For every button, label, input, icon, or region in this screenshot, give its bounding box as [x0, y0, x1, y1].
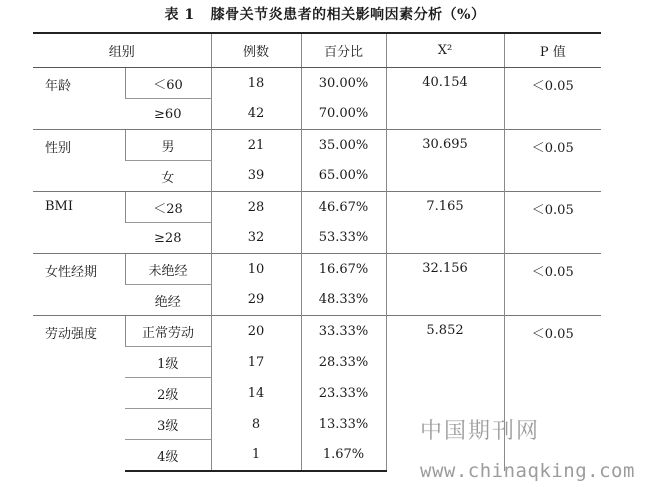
subgroup-cell: 未绝经 [125, 254, 211, 285]
table-number: 表 1 [164, 7, 195, 23]
subgroup-cell: 3级 [125, 409, 211, 440]
header-percent: 百分比 [301, 33, 386, 68]
count-cell: 32 [211, 223, 301, 254]
chi-square-cell: 40.154 [386, 68, 504, 130]
p-value-cell: ＜0.05 [504, 254, 601, 316]
count-cell: 39 [211, 161, 301, 192]
group-label: 女性经期 [33, 254, 125, 316]
table-row [33, 192, 601, 223]
subgroup-cell: 绝经 [125, 285, 211, 316]
percent-cell: 35.00% [301, 130, 386, 161]
p-value-cell: ＜0.05 [504, 68, 601, 130]
count-cell: 20 [211, 316, 301, 347]
p-value-cell: ＜0.05 [504, 130, 601, 192]
count-cell: 28 [211, 192, 301, 223]
percent-cell: 48.33% [301, 285, 386, 316]
table-row [33, 254, 601, 285]
table-row [33, 130, 601, 161]
subgroup-cell: 4级 [125, 440, 211, 472]
count-cell: 29 [211, 285, 301, 316]
subgroup-cell: 2级 [125, 378, 211, 409]
count-cell: 10 [211, 254, 301, 285]
subgroup-cell: 女 [125, 161, 211, 192]
group-label: 年龄 [33, 68, 125, 130]
count-cell: 8 [211, 409, 301, 440]
subgroup-cell: ＜60 [125, 68, 211, 99]
table-caption [0, 4, 650, 24]
table-row [33, 68, 601, 99]
subgroup-cell: ＜28 [125, 192, 211, 223]
count-cell: 1 [211, 440, 301, 472]
percent-cell: 30.00% [301, 68, 386, 99]
subgroup-cell: 1级 [125, 347, 211, 378]
p-value-cell: ＜0.05 [504, 316, 601, 472]
percent-cell: 16.67% [301, 254, 386, 285]
count-cell: 42 [211, 99, 301, 130]
subgroup-cell: ≥60 [125, 99, 211, 130]
percent-cell: 65.00% [301, 161, 386, 192]
header-count: 例数 [211, 33, 301, 68]
header-group: 组别 [33, 33, 211, 68]
group-label: 性别 [33, 130, 125, 192]
chi-square-cell: 5.852 [386, 316, 504, 472]
percent-cell: 23.33% [301, 378, 386, 409]
header-row [33, 33, 601, 68]
factor-analysis-table [33, 32, 601, 472]
group-label: 劳动强度 [33, 316, 125, 472]
count-cell: 14 [211, 378, 301, 409]
watermark-url: www.chinaqking.com [420, 460, 635, 482]
table-row [33, 316, 601, 347]
count-cell: 17 [211, 347, 301, 378]
subgroup-cell: ≥28 [125, 223, 211, 254]
subgroup-cell: 正常劳动 [125, 316, 211, 347]
percent-cell: 46.67% [301, 192, 386, 223]
header-p-value: P 值 [504, 33, 601, 68]
p-value-cell: ＜0.05 [504, 192, 601, 254]
percent-cell: 53.33% [301, 223, 386, 254]
table-title: 膝骨关节炎患者的相关影响因素分析（%） [210, 7, 486, 23]
percent-cell: 70.00% [301, 99, 386, 130]
percent-cell: 1.67% [301, 440, 386, 472]
chi-square-cell: 7.165 [386, 192, 504, 254]
subgroup-cell: 男 [125, 130, 211, 161]
chi-square-cell: 32.156 [386, 254, 504, 316]
watermark-cn: 中国期刊网 [420, 419, 541, 444]
group-label: BMI [33, 192, 125, 254]
percent-cell: 33.33% [301, 316, 386, 347]
count-cell: 18 [211, 68, 301, 99]
count-cell: 21 [211, 130, 301, 161]
percent-cell: 13.33% [301, 409, 386, 440]
header-chi-square: X² [386, 33, 504, 68]
percent-cell: 28.33% [301, 347, 386, 378]
chi-square-cell: 30.695 [386, 130, 504, 192]
